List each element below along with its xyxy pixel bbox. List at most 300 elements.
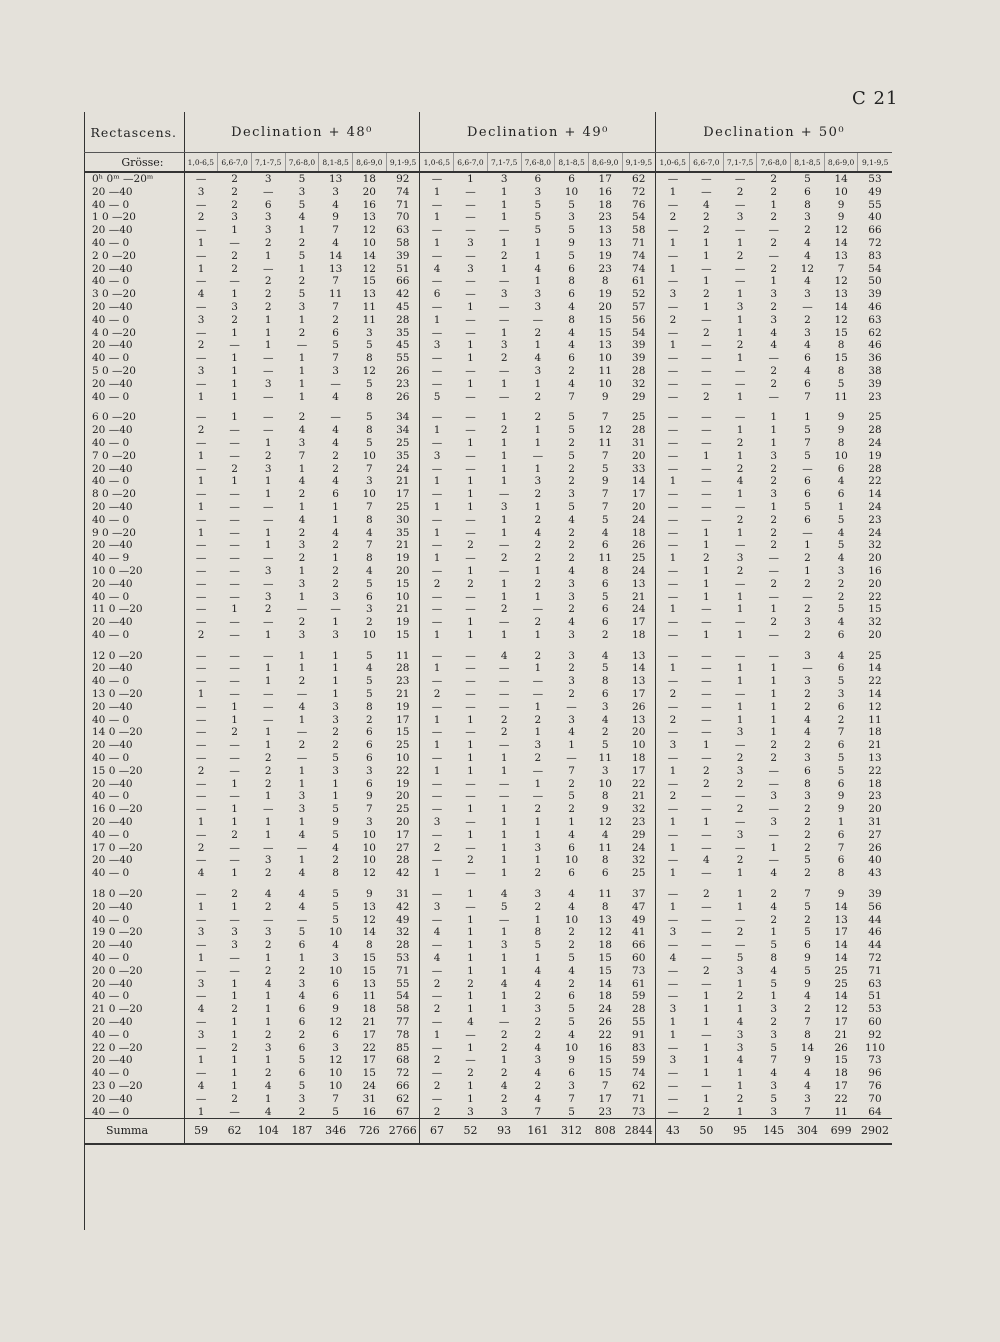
ra-interval-cell: 40 — 0: [84, 990, 184, 1003]
count-cell: 14: [362, 249, 376, 262]
count-cell: 2: [703, 764, 710, 777]
table-row: [84, 263, 892, 276]
count-cell: 16: [362, 1105, 376, 1118]
count-cell: 57: [632, 300, 646, 313]
count-cell: 4: [568, 900, 575, 913]
count-cell: 1: [231, 377, 238, 390]
count-cell: 1: [736, 352, 744, 365]
count-cell: 1: [736, 1003, 744, 1016]
count-cell: 3: [184, 314, 218, 327]
count-cell: 2: [736, 339, 744, 352]
count-cell: —: [184, 552, 218, 565]
count-cell: 1: [231, 1067, 238, 1080]
count-cell: —: [734, 500, 746, 513]
spacer-cell: [858, 403, 892, 411]
count-cell: —: [701, 603, 712, 616]
count-cell: —: [701, 662, 712, 675]
magnitude-bin-header: 7,6-8,0: [757, 153, 791, 173]
count-cell: 1: [420, 475, 454, 488]
count-cell: 3: [656, 288, 690, 301]
count-cell: —: [656, 514, 690, 527]
ra-interval-cell: 40 — 0: [84, 437, 184, 450]
count-cell: 10: [362, 488, 376, 501]
count-cell: 3: [500, 1105, 508, 1118]
count-cell: 1: [264, 952, 272, 965]
count-cell: 1: [467, 173, 474, 185]
table-row: [84, 926, 892, 939]
count-cell: 4: [770, 867, 778, 880]
count-cell: 3: [656, 1054, 690, 1067]
count-cell: 9: [837, 424, 845, 437]
table-row: [84, 539, 892, 552]
count-cell: —: [734, 790, 746, 803]
count-cell: —: [296, 913, 308, 926]
table-row: [84, 990, 892, 1003]
count-cell: 2: [298, 964, 306, 977]
count-cell: 2: [534, 513, 542, 526]
count-cell: 4: [568, 828, 575, 841]
count-cell: 9: [837, 411, 845, 424]
count-cell: —: [420, 990, 454, 1003]
count-cell: 2: [804, 224, 811, 237]
count-cell: 2: [298, 1028, 306, 1041]
count-cell: 1: [534, 662, 542, 675]
ra-interval-cell: 23 0 —20: [84, 1080, 184, 1093]
count-cell: 1: [467, 616, 474, 629]
count-cell: 2: [770, 211, 778, 224]
count-cell: 5: [804, 854, 811, 867]
count-cell: 4: [365, 662, 373, 675]
count-cell: —: [420, 327, 454, 340]
count-cell: 1: [500, 262, 508, 275]
spacer-cell: [386, 642, 420, 650]
count-cell: 1: [264, 539, 272, 552]
count-cell: 17: [632, 764, 646, 777]
count-cell: —: [768, 649, 779, 662]
count-cell: 3: [298, 185, 306, 198]
count-cell: 2: [500, 552, 508, 565]
count-cell: 1: [534, 726, 542, 739]
count-cell: 11: [598, 841, 612, 854]
count-cell: 1: [467, 952, 474, 965]
table-row: [84, 437, 892, 450]
count-cell: 3: [568, 713, 575, 726]
count-cell: 2: [467, 977, 474, 990]
spacer-cell: [588, 403, 622, 411]
count-cell: 1: [264, 326, 272, 339]
count-cell: 2: [770, 513, 778, 526]
ra-interval-cell: 20 —40: [84, 901, 184, 914]
count-cell: —: [465, 867, 476, 880]
count-cell: 26: [396, 390, 410, 403]
count-cell: —: [184, 603, 218, 616]
ra-interval-cell: 10 0 —20: [84, 565, 184, 578]
ra-interval-cell: 5 0 —20: [84, 365, 184, 378]
count-cell: —: [465, 449, 476, 462]
count-cell: —: [734, 377, 746, 390]
count-cell: 6: [568, 841, 575, 854]
count-cell: 1: [420, 629, 454, 642]
count-cell: 8: [837, 436, 845, 449]
count-cell: 1: [534, 436, 542, 449]
count-cell: —: [465, 411, 476, 424]
count-cell: 11: [396, 649, 410, 662]
count-cell: 20: [632, 726, 646, 739]
count-cell: —: [184, 790, 218, 803]
count-cell: 2: [264, 752, 272, 765]
count-cell: 3: [231, 300, 238, 313]
count-cell: 2: [703, 390, 710, 403]
count-cell: 3: [804, 649, 811, 662]
count-cell: 52: [632, 288, 646, 301]
count-cell: 2: [736, 185, 744, 198]
count-cell: 5: [568, 790, 575, 803]
summa-cell: 59: [184, 1119, 218, 1145]
count-cell: —: [734, 198, 746, 211]
count-cell: 66: [632, 939, 646, 952]
count-cell: 28: [396, 854, 410, 867]
count-cell: 28: [396, 939, 410, 952]
count-cell: 62: [632, 173, 646, 185]
count-cell: 2: [770, 739, 778, 752]
count-cell: 2: [568, 939, 575, 952]
count-cell: —: [184, 990, 218, 1003]
count-cell: 3: [365, 475, 373, 488]
spacer-cell: [858, 880, 892, 888]
count-cell: —: [701, 313, 712, 326]
count-cell: 53: [396, 952, 410, 965]
count-cell: 14: [834, 952, 848, 965]
count-cell: —: [656, 450, 690, 463]
count-cell: —: [768, 352, 779, 365]
count-cell: 7: [601, 1079, 609, 1092]
count-cell: 2: [837, 713, 845, 726]
count-cell: 25: [834, 964, 848, 977]
count-cell: —: [656, 616, 690, 629]
table-row: [84, 391, 892, 404]
count-cell: —: [656, 224, 690, 237]
count-cell: 11: [362, 313, 376, 326]
count-cell: 11: [834, 1105, 848, 1118]
count-cell: —: [701, 867, 712, 880]
count-cell: 18: [868, 777, 882, 790]
count-cell: 1: [534, 500, 542, 513]
count-cell: —: [498, 488, 510, 501]
count-cell: 3: [365, 326, 373, 339]
count-cell: 22: [632, 777, 646, 790]
count-cell: 7: [568, 390, 575, 403]
count-cell: 5: [601, 662, 609, 675]
count-cell: 1: [467, 926, 474, 939]
count-cell: —: [184, 726, 218, 739]
count-cell: —: [532, 790, 544, 803]
count-cell: 9: [332, 211, 339, 224]
count-cell: 17: [632, 688, 646, 701]
count-cell: 3: [770, 1028, 778, 1041]
count-cell: 24: [632, 841, 646, 854]
count-cell: —: [734, 364, 746, 377]
count-cell: 1: [264, 475, 272, 488]
count-cell: 3: [298, 436, 306, 449]
count-cell: 39: [632, 352, 646, 365]
ra-interval-cell: 40 — 0: [84, 914, 184, 927]
count-cell: 1: [231, 713, 238, 726]
count-cell: —: [701, 339, 712, 352]
count-cell: —: [420, 675, 454, 688]
count-cell: 1: [703, 300, 710, 313]
count-cell: 1: [500, 841, 508, 854]
count-cell: 1: [736, 424, 744, 437]
spacer-cell: [858, 642, 892, 650]
count-cell: 73: [632, 1105, 646, 1118]
ra-interval-cell: 7 0 —20: [84, 450, 184, 463]
table-row: [84, 552, 892, 565]
count-cell: 5: [601, 739, 609, 752]
count-cell: 1: [534, 377, 542, 390]
count-cell: 5: [298, 1079, 306, 1092]
table-row: [84, 765, 892, 778]
count-cell: 76: [632, 198, 646, 211]
count-cell: 3: [770, 1079, 778, 1092]
spacer-cell: [319, 880, 353, 888]
count-cell: 6: [804, 764, 811, 777]
count-cell: 9: [804, 1054, 811, 1067]
count-cell: 1: [298, 462, 306, 475]
count-cell: 23: [396, 675, 410, 688]
count-cell: 18: [632, 752, 646, 765]
count-cell: 1: [264, 662, 272, 675]
magnitude-bin-header: 8,1-8,5: [319, 153, 353, 173]
count-cell: 2: [264, 1067, 272, 1080]
count-cell: 1: [264, 249, 272, 262]
table-row: [84, 888, 892, 901]
count-cell: 2: [534, 803, 542, 816]
table-row: [84, 591, 892, 604]
spacer-cell: [454, 642, 488, 650]
count-cell: —: [498, 1016, 510, 1028]
spacer-cell: [656, 642, 690, 650]
count-cell: 3: [736, 1028, 744, 1041]
count-cell: 2: [804, 577, 811, 590]
summa-cell: 161: [521, 1119, 555, 1145]
summa-row: [84, 1119, 892, 1145]
count-cell: —: [465, 590, 476, 603]
count-cell: 2: [736, 854, 744, 867]
table-row: [84, 603, 892, 616]
count-cell: —: [229, 513, 240, 526]
count-cell: —: [229, 790, 240, 803]
count-cell: —: [465, 816, 476, 829]
summa-cell: 346: [319, 1119, 353, 1145]
count-cell: 5: [568, 1016, 575, 1028]
count-cell: 2: [500, 424, 508, 437]
count-cell: —: [566, 700, 577, 713]
count-cell: —: [701, 700, 712, 713]
count-cell: 8: [601, 854, 609, 867]
count-cell: 1: [656, 901, 690, 914]
magnitude-bin-header: 8,6-9,0: [352, 153, 386, 173]
count-cell: —: [263, 500, 274, 513]
count-cell: 5: [804, 964, 811, 977]
count-cell: 7: [568, 764, 575, 777]
count-cell: 4: [804, 1067, 811, 1080]
count-cell: 1: [703, 539, 710, 552]
ra-interval-cell: 40 — 0: [84, 591, 184, 604]
count-cell: —: [656, 365, 690, 378]
count-cell: 62: [868, 326, 882, 339]
count-cell: 16: [598, 185, 612, 198]
count-cell: —: [229, 552, 240, 565]
count-cell: 5: [770, 939, 778, 952]
ra-interval-cell: 11 0 —20: [84, 603, 184, 616]
count-cell: —: [498, 700, 510, 713]
count-cell: 4: [332, 198, 339, 211]
count-cell: 4: [184, 867, 218, 880]
count-cell: 13: [362, 288, 376, 301]
count-cell: 10: [598, 377, 612, 390]
count-cell: —: [701, 364, 712, 377]
count-cell: 67: [396, 1105, 410, 1118]
count-cell: 76: [868, 1079, 882, 1092]
count-cell: —: [656, 250, 690, 263]
count-cell: 1: [184, 1106, 218, 1119]
count-cell: 2: [736, 513, 744, 526]
count-cell: 15: [868, 603, 882, 616]
count-cell: 3: [264, 224, 272, 237]
table-row: [84, 803, 892, 816]
count-cell: 21: [396, 603, 410, 616]
count-cell: 2: [420, 1106, 454, 1119]
count-cell: 21: [396, 475, 410, 488]
count-cell: —: [701, 828, 712, 841]
magnitude-bin-header: 9,1-9,5: [858, 153, 892, 173]
count-cell: 60: [868, 1016, 882, 1028]
count-cell: 5: [298, 288, 306, 301]
count-cell: 3: [298, 803, 306, 816]
spacer-cell: [622, 403, 656, 411]
count-cell: 5: [534, 939, 542, 952]
count-cell: 31: [632, 436, 646, 449]
count-cell: 2: [703, 211, 710, 224]
count-cell: 3: [736, 1041, 744, 1054]
count-cell: —: [465, 841, 476, 854]
count-cell: 6: [804, 488, 811, 501]
count-cell: 24: [632, 564, 646, 577]
count-cell: 24: [868, 436, 882, 449]
count-cell: —: [656, 172, 690, 186]
count-cell: 3: [770, 1003, 778, 1016]
count-cell: 23: [598, 1105, 612, 1118]
count-cell: 1: [736, 977, 744, 990]
count-cell: 1: [231, 224, 238, 237]
count-cell: 11: [598, 436, 612, 449]
count-cell: 2: [264, 288, 272, 301]
count-cell: —: [768, 552, 779, 565]
count-cell: 3: [184, 365, 218, 378]
count-cell: —: [184, 199, 218, 212]
count-cell: 1: [703, 1016, 710, 1028]
count-cell: 2: [184, 842, 218, 855]
count-cell: 1: [703, 590, 710, 603]
count-cell: 6: [365, 739, 373, 752]
count-cell: 63: [868, 313, 882, 326]
table-row: [84, 1016, 892, 1029]
count-cell: 1: [264, 628, 272, 641]
table-row: [84, 211, 892, 224]
count-cell: 1: [500, 377, 508, 390]
count-cell: 1: [770, 500, 778, 513]
spacer-cell: [184, 880, 218, 888]
count-cell: 24: [362, 1079, 376, 1092]
count-cell: 1: [534, 424, 542, 437]
count-cell: 1: [231, 700, 238, 713]
count-cell: 9: [837, 888, 845, 901]
count-cell: —: [465, 726, 476, 739]
count-cell: 9: [332, 1003, 339, 1016]
count-cell: 1: [770, 198, 778, 211]
count-cell: 4: [298, 867, 306, 880]
count-cell: —: [656, 778, 690, 791]
count-cell: 51: [868, 990, 882, 1003]
magnitude-bin-header: 8,6-9,0: [824, 153, 858, 173]
count-cell: —: [184, 463, 218, 476]
count-cell: 8: [365, 700, 373, 713]
count-cell: 8: [601, 675, 609, 688]
count-cell: 6: [837, 462, 845, 475]
count-cell: 83: [632, 1041, 646, 1054]
count-cell: —: [701, 173, 712, 185]
count-cell: 19: [868, 449, 882, 462]
count-cell: —: [768, 224, 779, 237]
count-cell: 5: [837, 675, 845, 688]
count-cell: —: [465, 649, 476, 662]
count-cell: —: [229, 764, 240, 777]
count-cell: 34: [396, 411, 410, 424]
count-cell: 3: [332, 185, 339, 198]
count-cell: 17: [598, 1092, 612, 1105]
count-cell: 1: [420, 867, 454, 880]
count-cell: 2: [332, 539, 339, 552]
count-cell: 17: [632, 616, 646, 629]
count-cell: 3: [601, 764, 609, 777]
count-cell: —: [734, 275, 746, 288]
count-cell: —: [656, 675, 690, 688]
count-cell: 2: [703, 552, 710, 565]
count-cell: 18: [632, 526, 646, 539]
count-cell: 6: [601, 867, 609, 880]
count-cell: 6: [420, 288, 454, 301]
count-cell: 2: [656, 688, 690, 701]
count-cell: —: [420, 301, 454, 314]
count-cell: —: [656, 650, 690, 663]
count-cell: 8: [365, 552, 373, 565]
count-cell: 5: [804, 449, 811, 462]
count-cell: 4: [184, 288, 218, 301]
count-cell: —: [263, 513, 274, 526]
count-cell: 2: [736, 436, 744, 449]
count-cell: —: [296, 752, 308, 765]
count-cell: 1: [534, 700, 542, 713]
count-cell: 42: [396, 900, 410, 913]
count-cell: 25: [396, 500, 410, 513]
count-cell: 32: [632, 377, 646, 390]
count-cell: 2: [298, 552, 306, 565]
count-cell: 1: [568, 739, 575, 752]
count-cell: 2: [231, 828, 238, 841]
count-cell: 2: [264, 764, 272, 777]
count-cell: 3: [804, 211, 811, 224]
ra-interval-cell: 20 —40: [84, 662, 184, 675]
